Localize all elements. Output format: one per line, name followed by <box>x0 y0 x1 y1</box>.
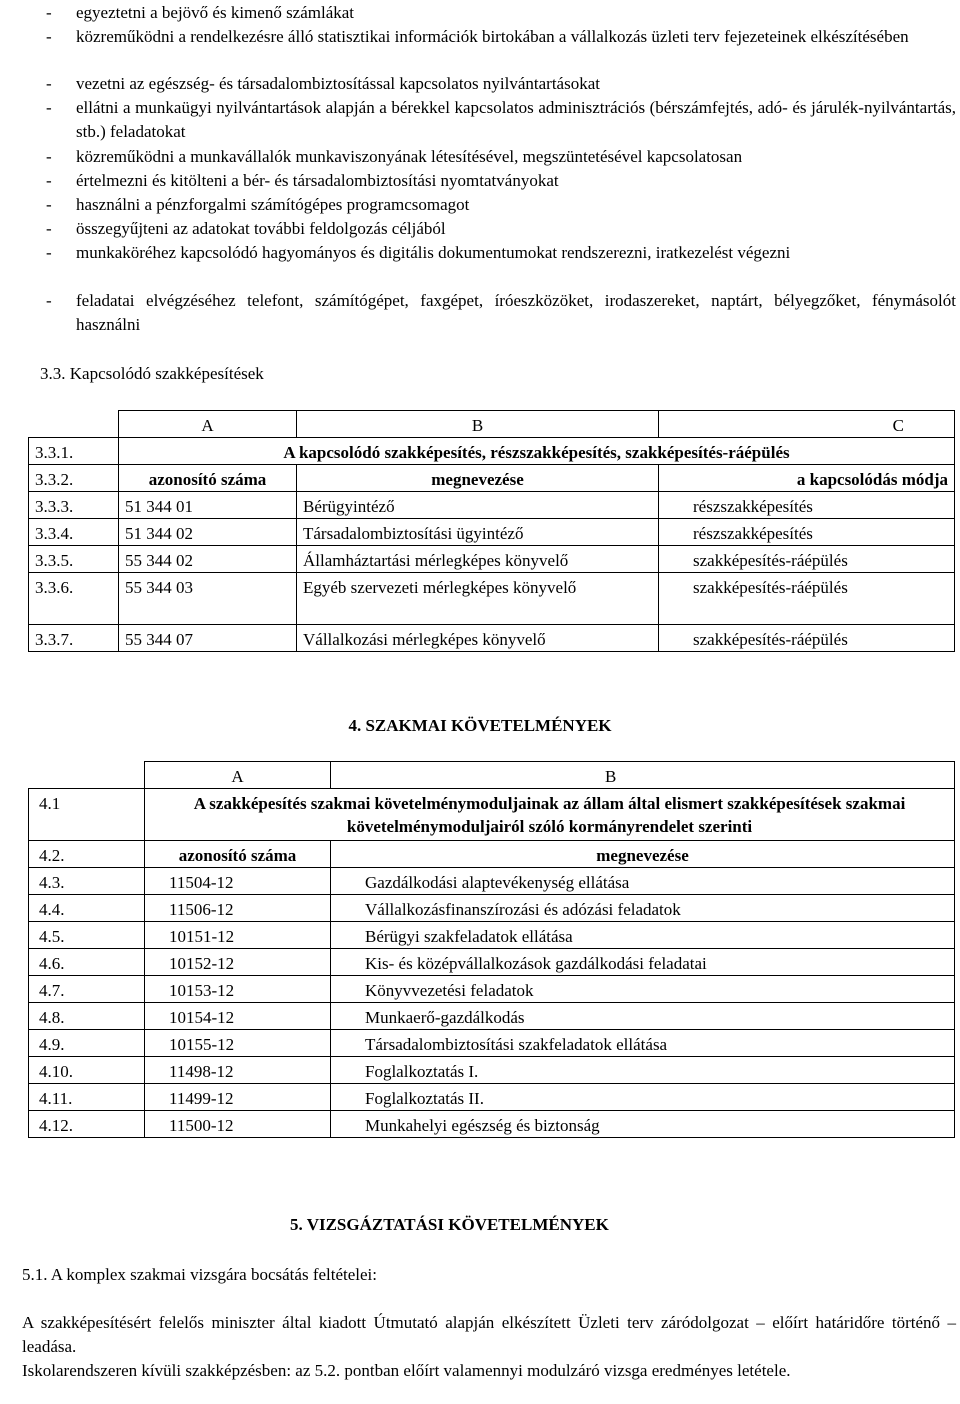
list-item <box>40 25 956 49</box>
row-number: 4.11. <box>29 1084 145 1111</box>
list-item <box>40 289 956 337</box>
module-name: Foglalkoztatás II. <box>331 1084 955 1111</box>
list-item <box>40 72 956 96</box>
table-row <box>29 438 955 465</box>
module-name: Kis- és középvállalkozások gazdálkodási feladatai <box>331 949 955 976</box>
qualification-name: Államháztartási mérlegképes könyvelő <box>297 546 659 573</box>
row-number: 4.4. <box>29 895 145 922</box>
qualification-id: 55 344 02 <box>119 546 297 573</box>
row-number: 4.1 <box>29 789 145 841</box>
list-item-text: értelmezni és kitölteni a bér- és társadalombiztosítási nyomtatványokat <box>76 171 559 190</box>
qualification-name: Bérügyintéző <box>297 492 659 519</box>
table-row <box>29 841 955 868</box>
module-name: Munkahelyi egészség és biztonság <box>331 1111 955 1138</box>
module-name: Bérügyi szakfeladatok ellátása <box>331 922 955 949</box>
subheader-name: megnevezése <box>331 841 955 868</box>
list-item-text: ellátni a munkaügyi nyilvántartások alapján a bérekkel kapcsolatos adminisztrációs (bérszámfejtés, adó- és járulék-nyilvántartás, stb.) feladatokat <box>76 98 956 141</box>
module-name: Foglalkoztatás I. <box>331 1057 955 1084</box>
module-name: Gazdálkodási alaptevékenység ellátása <box>331 868 955 895</box>
table-row <box>29 546 955 573</box>
row-number: 3.3.4. <box>29 519 119 546</box>
table-row <box>29 949 955 976</box>
row-number: 4.5. <box>29 922 145 949</box>
row-number: 4.8. <box>29 1003 145 1030</box>
qualification-id: 51 344 02 <box>119 519 297 546</box>
section-3-3-title: 3.3. Kapcsolódó szakképesítések <box>40 364 264 383</box>
subheader-mode: a kapcsolódás módja <box>659 465 955 492</box>
row-number: 4.12. <box>29 1111 145 1138</box>
row-number: 3.3.7. <box>29 625 119 652</box>
list-item-text: közreműködni a munkavállalók munkaviszonyának létesítésével, megszüntetésével kapcsolatosan <box>76 147 743 166</box>
module-id: 10151-12 <box>145 922 331 949</box>
module-id: 10152-12 <box>145 949 331 976</box>
table-row <box>29 519 955 546</box>
qualification-id: 55 344 07 <box>119 625 297 652</box>
module-requirements-table <box>28 761 955 1138</box>
list-dash: - <box>46 291 52 310</box>
list-dash: - <box>46 98 52 117</box>
qualification-name: Vállalkozási mérlegképes könyvelő <box>297 625 659 652</box>
list-dash: - <box>46 27 52 46</box>
list-item-text: munkaköréhez kapcsolódó hagyományos és digitális dokumentumokat rendszerezni, iratkezelést végezni <box>76 243 791 262</box>
qualification-mode: részszakképesítés <box>659 519 955 546</box>
list-item <box>40 193 956 217</box>
table-row <box>29 1057 955 1084</box>
list-dash: - <box>46 219 52 238</box>
row-number: 3.3.6. <box>29 573 119 625</box>
subheader-id: azonosító száma <box>145 841 331 868</box>
merged-header-cell: A kapcsolódó szakképesítés, részszakképesítés, szakképesítés-ráépülés <box>119 438 955 465</box>
row-number: 4.9. <box>29 1030 145 1057</box>
section-5-1-subtitle: 5.1. A komplex szakmai vizsgára bocsátás feltételei: <box>22 1265 377 1284</box>
related-qualifications-table <box>28 410 955 652</box>
column-header-c: C <box>659 411 955 438</box>
table-row <box>29 895 955 922</box>
row-number: 4.2. <box>29 841 145 868</box>
merged-header-cell: A szakképesítés szakmai követelménymoduljainak az állam által elismert szakképesítések szakmai követelménymoduljairól szóló kormányrendelet szerinti <box>145 789 955 841</box>
row-number: 3.3.1. <box>29 438 119 465</box>
column-header-a: A <box>119 411 297 438</box>
table-row <box>29 868 955 895</box>
column-header-b: B <box>331 762 955 789</box>
table-header-row <box>29 411 955 438</box>
row-number: 3.3.3. <box>29 492 119 519</box>
table-cell <box>29 411 119 438</box>
list-item <box>40 145 956 169</box>
qualification-mode: szakképesítés-ráépülés <box>659 546 955 573</box>
module-id: 10155-12 <box>145 1030 331 1057</box>
module-name: Társadalombiztosítási szakfeladatok ellátása <box>331 1030 955 1057</box>
list-item-text: összegyűjteni az adatokat további feldolgozás céljából <box>76 219 446 238</box>
qualification-id: 55 344 03 <box>119 573 297 625</box>
table-row <box>29 922 955 949</box>
subheader-name: megnevezése <box>297 465 659 492</box>
table-cell <box>29 762 145 789</box>
list-item-text: egyeztetni a bejövő és kimenő számlákat <box>76 3 355 22</box>
table-row <box>29 1111 955 1138</box>
module-id: 10154-12 <box>145 1003 331 1030</box>
table-row <box>29 573 955 625</box>
list-item <box>40 241 956 265</box>
row-number: 4.3. <box>29 868 145 895</box>
paragraph: Iskolarendszeren kívüli szakképzésben: az 5.2. pontban előírt valamennyi modulzáró vizsga eredményes letétele. <box>22 1361 791 1380</box>
column-header-a: A <box>145 762 331 789</box>
module-id: 11506-12 <box>145 895 331 922</box>
row-number: 3.3.2. <box>29 465 119 492</box>
table-row <box>29 789 955 841</box>
section-5-title: 5. VIZSGÁZTATÁSI KÖVETELMÉNYEK <box>290 1215 609 1234</box>
list-dash: - <box>46 171 52 190</box>
module-name: Könyvvezetési feladatok <box>331 976 955 1003</box>
list-item <box>40 169 956 193</box>
table-row <box>29 465 955 492</box>
column-header-b: B <box>297 411 659 438</box>
list-item-text: közreműködni a rendelkezésre álló statisztikai információk birtokában a vállalkozás üzleti terv fejezeteinek elkészítésében <box>76 27 909 46</box>
list-item <box>40 96 956 144</box>
list-dash: - <box>46 74 52 93</box>
list-dash: - <box>46 195 52 214</box>
qualification-mode: részszakképesítés <box>659 492 955 519</box>
table-row <box>29 1030 955 1057</box>
row-number: 3.3.5. <box>29 546 119 573</box>
qualification-mode: szakképesítés-ráépülés <box>659 573 955 625</box>
table-row <box>29 1084 955 1111</box>
qualification-name: Egyéb szervezeti mérlegképes könyvelő <box>297 573 659 625</box>
qualification-mode: szakképesítés-ráépülés <box>659 625 955 652</box>
list-item-text: használni a pénzforgalmi számítógépes programcsomagot <box>76 195 470 214</box>
section-4-title: 4. SZAKMAI KÖVETELMÉNYEK <box>348 716 612 735</box>
list-item-text: feladatai elvégzéséhez telefont, számítógépet, faxgépet, íróeszközöket, irodaszereket, naptárt, bélyegzőket, fénymásolót használni <box>76 291 956 334</box>
table-row <box>29 976 955 1003</box>
list-dash: - <box>46 243 52 262</box>
paragraph: A szakképesítésért felelős miniszter által kiadott Útmutató alapján elkészített Üzleti terv záródolgozat – előírt határidőre történő – leadása. <box>22 1313 956 1356</box>
list-item-text: vezetni az egészség- és társadalombiztosítással kapcsolatos nyilvántartásokat <box>76 74 600 93</box>
table-row <box>29 625 955 652</box>
list-dash: - <box>46 3 52 22</box>
qualification-id: 51 344 01 <box>119 492 297 519</box>
row-number: 4.7. <box>29 976 145 1003</box>
module-id: 11498-12 <box>145 1057 331 1084</box>
list-item <box>40 1 956 25</box>
module-name: Munkaerő-gazdálkodás <box>331 1003 955 1030</box>
module-name: Vállalkozásfinanszírozási és adózási feladatok <box>331 895 955 922</box>
module-id: 11499-12 <box>145 1084 331 1111</box>
table-row <box>29 1003 955 1030</box>
table-row <box>29 492 955 519</box>
row-number: 4.6. <box>29 949 145 976</box>
subheader-id: azonosító száma <box>119 465 297 492</box>
module-id: 11504-12 <box>145 868 331 895</box>
list-item <box>40 217 956 241</box>
row-number: 4.10. <box>29 1057 145 1084</box>
list-dash: - <box>46 147 52 166</box>
table-header-row <box>29 762 955 789</box>
module-id: 10153-12 <box>145 976 331 1003</box>
qualification-name: Társadalombiztosítási ügyintéző <box>297 519 659 546</box>
module-id: 11500-12 <box>145 1111 331 1138</box>
